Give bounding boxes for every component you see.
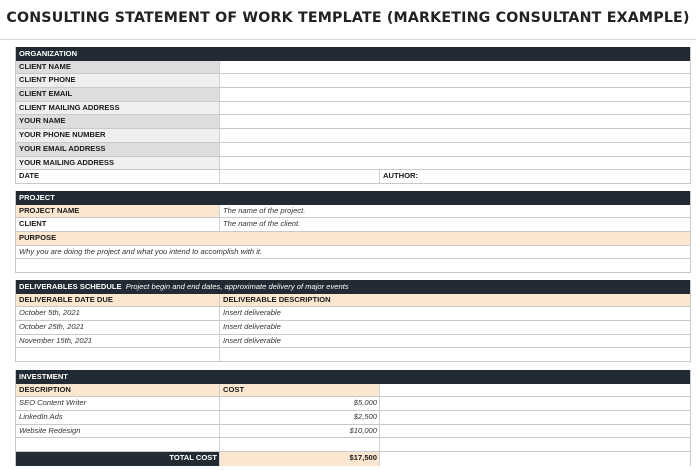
project-name-value[interactable]: The name of the project. [223, 205, 306, 215]
investment-cost[interactable] [220, 438, 380, 451]
investment-cost[interactable]: $5,000 [220, 397, 380, 410]
col-cost: COST [220, 384, 380, 397]
blank-cell [380, 438, 690, 451]
deliverables-section [15, 280, 691, 362]
project-client-value[interactable]: The name of the client. [223, 219, 301, 229]
investment-cost[interactable]: $10,000 [220, 425, 380, 438]
author-label-text: AUTHOR [383, 171, 416, 181]
project-purpose-value[interactable]: Why you are doing the project and what you intend to accomplish with it. [19, 246, 263, 256]
investment-column-headers [16, 384, 690, 398]
org-row-your-name [16, 115, 690, 129]
investment-cost[interactable]: $2,500 [220, 411, 380, 424]
org-input-cell[interactable] [220, 129, 690, 142]
project-client-label: CLIENT [16, 218, 220, 231]
investment-description[interactable]: SEO Content Writer [16, 397, 220, 410]
org-row-client-email [16, 88, 690, 102]
table-row [16, 307, 690, 321]
organization-header: ORGANIZATION [16, 47, 690, 61]
org-input-cell[interactable] [220, 74, 690, 87]
org-row-your-address [16, 157, 690, 171]
investment-description[interactable] [16, 438, 220, 451]
org-row-client-name [16, 61, 690, 75]
org-input-cell[interactable] [220, 115, 690, 128]
deliverables-header-title: DELIVERABLES SCHEDULE [19, 282, 122, 291]
deliverable-description[interactable]: Insert deliverable [223, 308, 281, 318]
deliverables-header-note: Project begin and end dates, approximate delivery of major events [125, 282, 349, 291]
deliverables-column-headers [16, 294, 690, 308]
org-row-your-phone [16, 129, 690, 143]
deliverable-date[interactable]: October 5th, 2021 [16, 307, 220, 320]
org-label: YOUR MAILING ADDRESS [16, 157, 220, 170]
blank-cell [380, 384, 690, 397]
col-deliverable-description: DELIVERABLE DESCRIPTION [223, 294, 331, 304]
org-label: CLIENT EMAIL [16, 88, 220, 101]
org-input-cell[interactable] [220, 88, 690, 101]
total-row [16, 452, 690, 466]
org-input-cell[interactable] [220, 102, 690, 115]
total-cost-label: TOTAL COST [16, 452, 220, 466]
org-label: CLIENT PHONE [16, 74, 220, 87]
org-row-client-address [16, 102, 690, 116]
table-row [16, 397, 690, 411]
org-label: CLIENT NAME [16, 61, 220, 74]
project-row-purpose-label [16, 232, 690, 246]
table-row [16, 425, 690, 439]
org-input-cell[interactable] [220, 61, 690, 74]
investment-section [15, 370, 691, 466]
deliverable-date[interactable]: October 25th, 2021 [16, 321, 220, 334]
project-row-blank [16, 259, 690, 273]
project-blank-cell[interactable] [16, 259, 690, 272]
org-label: CLIENT MAILING ADDRESS [16, 102, 220, 115]
table-row [16, 335, 690, 349]
project-purpose-label: PURPOSE [19, 233, 57, 243]
deliverable-date[interactable] [16, 348, 220, 361]
author-label[interactable]: AUTHOR: [383, 171, 419, 181]
org-row-date-author [16, 170, 690, 184]
investment-header: INVESTMENT [16, 370, 690, 384]
org-label: YOUR NAME [16, 115, 220, 128]
deliverable-description[interactable]: Insert deliverable [223, 322, 281, 332]
deliverable-date[interactable]: November 15th, 2021 [16, 335, 220, 348]
org-row-your-email [16, 143, 690, 157]
col-description: DESCRIPTION [16, 384, 220, 397]
title-divider [0, 39, 696, 40]
org-input-cell[interactable] [220, 157, 690, 170]
org-label: YOUR EMAIL ADDRESS [16, 143, 220, 156]
deliverable-description[interactable] [220, 348, 690, 361]
col-deliverable-date: DELIVERABLE DATE DUE [16, 294, 220, 307]
date-label: DATE [16, 170, 220, 183]
table-row [16, 411, 690, 425]
total-cost-value: $17,500 [220, 452, 380, 466]
investment-description[interactable]: LinkedIn Ads [16, 411, 220, 424]
deliverable-description[interactable]: Insert deliverable [223, 335, 281, 345]
project-row-purpose-value [16, 246, 690, 260]
table-row [16, 438, 690, 452]
project-header: PROJECT [16, 191, 690, 205]
org-row-client-phone [16, 74, 690, 88]
table-row [16, 348, 690, 362]
table-row [16, 321, 690, 335]
blank-cell [380, 397, 690, 410]
blank-cell [380, 425, 690, 438]
page-title: CONSULTING STATEMENT OF WORK TEMPLATE (MARKETING CONSULTANT EXAMPLE) [6, 10, 690, 26]
deliverables-header [16, 280, 690, 294]
investment-description[interactable]: Website Redesign [16, 425, 220, 438]
blank-cell [380, 411, 690, 424]
org-input-cell[interactable] [220, 143, 690, 156]
blank-cell [380, 452, 690, 466]
project-section [15, 191, 691, 273]
org-label: YOUR PHONE NUMBER [16, 129, 220, 142]
date-input-cell[interactable] [220, 170, 380, 183]
organization-section [15, 47, 691, 184]
project-name-label: PROJECT NAME [16, 205, 220, 218]
project-row-client [16, 218, 690, 232]
project-row-name [16, 205, 690, 219]
